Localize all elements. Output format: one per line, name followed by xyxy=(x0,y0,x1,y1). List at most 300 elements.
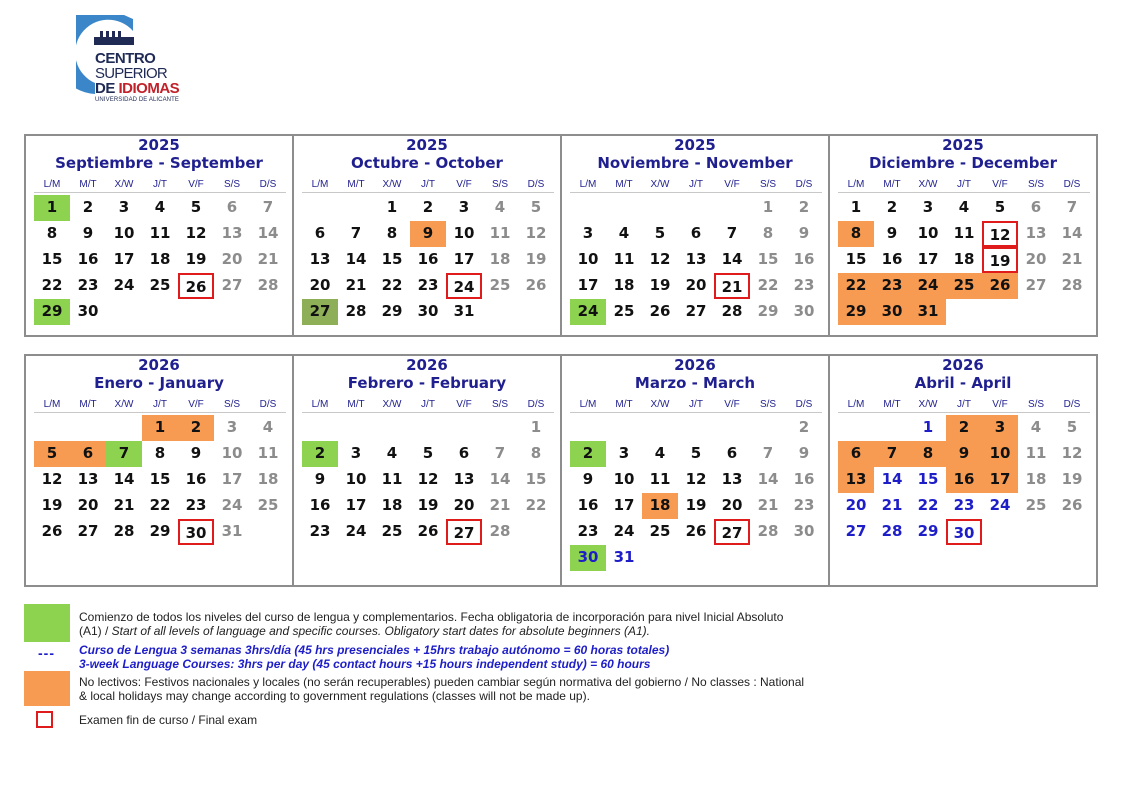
day-cell xyxy=(482,299,518,325)
day-cell: 11 xyxy=(381,470,403,488)
weekday-label: M/T xyxy=(615,179,633,190)
day-cell: 3 xyxy=(618,444,630,462)
day-cell: 24 xyxy=(113,276,135,294)
day-cell: 23 xyxy=(417,276,439,294)
day-cell: 7 xyxy=(262,198,274,216)
logo-text xyxy=(95,51,179,104)
day-cell: 9 xyxy=(410,221,446,247)
month-title: Marzo - March xyxy=(634,374,756,392)
day-cell: 25 xyxy=(1025,496,1047,514)
month-february xyxy=(294,356,562,585)
weekday-label: L/M xyxy=(43,179,61,190)
day-cell: 15 xyxy=(525,470,547,488)
month-year: 2026 xyxy=(942,356,984,374)
month-october xyxy=(294,136,562,335)
day-cell: 9 xyxy=(798,444,810,462)
day-cell: 13 xyxy=(221,224,243,242)
day-cell: 23 xyxy=(793,276,815,294)
day-cell: 8 xyxy=(762,224,774,242)
day-cell: 27 xyxy=(77,522,99,540)
week-row xyxy=(838,441,1090,467)
day-cell: 5 xyxy=(530,198,542,216)
day-cell: 10 xyxy=(917,224,939,242)
day-cell: 5 xyxy=(422,444,434,462)
month-november xyxy=(562,136,830,335)
day-cell xyxy=(178,299,214,325)
day-cell: 11 xyxy=(1025,444,1047,462)
day-cell: 4 xyxy=(494,198,506,216)
day-cell: 9 xyxy=(582,470,594,488)
day-cell: 16 xyxy=(946,467,982,493)
day-cell: 28 xyxy=(489,522,511,540)
day-cell: 30 xyxy=(793,302,815,320)
logo-line-3: DE IDIOMAS xyxy=(95,80,180,97)
month-year: 2025 xyxy=(138,136,180,154)
weekday-label: V/F xyxy=(456,399,472,410)
day-cell: 26 xyxy=(1061,496,1083,514)
day-cell: 7 xyxy=(762,444,774,462)
day-cell: 13 xyxy=(77,470,99,488)
day-cell: 18 xyxy=(953,250,975,268)
month-year: 2025 xyxy=(674,136,716,154)
day-cell: 12 xyxy=(1061,444,1083,462)
legend-exam-swatch xyxy=(36,711,53,728)
day-cell xyxy=(1018,519,1054,545)
day-cell: 11 xyxy=(149,224,171,242)
weekday-label: D/S xyxy=(259,179,277,190)
day-cell: 27 xyxy=(446,519,482,545)
day-cell: 24 xyxy=(345,522,367,540)
weekday-label: X/W xyxy=(918,179,938,190)
day-cell: 3 xyxy=(582,224,594,242)
week-row xyxy=(302,195,554,221)
day-grid xyxy=(302,415,554,545)
day-cell: 23 xyxy=(793,496,815,514)
day-cell: 8 xyxy=(46,224,58,242)
day-cell xyxy=(786,545,822,571)
week-row xyxy=(838,273,1090,299)
day-cell: 1 xyxy=(386,198,398,216)
day-cell xyxy=(1054,299,1090,325)
day-cell: 14 xyxy=(489,470,511,488)
day-cell: 14 xyxy=(345,250,367,268)
day-cell: 30 xyxy=(793,522,815,540)
week-row xyxy=(570,299,822,325)
week-row xyxy=(838,519,1090,545)
day-cell xyxy=(982,299,1018,325)
day-cell: 4 xyxy=(958,198,970,216)
day-cell xyxy=(518,299,554,325)
day-cell: 27 xyxy=(685,302,707,320)
day-cell: 31 xyxy=(453,302,475,320)
week-row xyxy=(34,519,286,545)
day-cell: 19 xyxy=(41,496,63,514)
day-cell: 5 xyxy=(190,198,202,216)
day-cell: 31 xyxy=(221,522,243,540)
week-row xyxy=(570,247,822,273)
day-cell: 1 xyxy=(142,415,178,441)
weekday-label: D/S xyxy=(259,399,277,410)
day-cell: 1 xyxy=(530,418,542,436)
day-cell xyxy=(446,415,482,441)
day-cell: 19 xyxy=(185,250,207,268)
day-cell: 26 xyxy=(982,273,1018,299)
day-cell xyxy=(570,415,606,441)
day-cell: 9 xyxy=(946,441,982,467)
day-cell: 3 xyxy=(226,418,238,436)
day-cell: 31 xyxy=(910,299,946,325)
day-cell: 29 xyxy=(838,299,874,325)
day-cell: 29 xyxy=(381,302,403,320)
day-cell: 12 xyxy=(417,470,439,488)
day-cell: 25 xyxy=(489,276,511,294)
week-row xyxy=(34,493,286,519)
weekday-label: D/S xyxy=(795,179,813,190)
day-cell: 9 xyxy=(798,224,810,242)
day-cell: 3 xyxy=(922,198,934,216)
day-cell: 10 xyxy=(113,224,135,242)
weekday-label: J/T xyxy=(689,179,703,190)
day-cell: 8 xyxy=(910,441,946,467)
day-cell: 28 xyxy=(757,522,779,540)
week-row xyxy=(838,247,1090,273)
day-cell: 16 xyxy=(793,250,815,268)
day-cell xyxy=(678,415,714,441)
day-cell xyxy=(1054,519,1090,545)
day-cell: 12 xyxy=(41,470,63,488)
week-row xyxy=(570,221,822,247)
day-cell: 11 xyxy=(649,470,671,488)
day-cell xyxy=(338,195,374,221)
day-cell: 1 xyxy=(922,418,934,436)
day-cell xyxy=(338,415,374,441)
week-row xyxy=(570,441,822,467)
day-cell: 11 xyxy=(953,224,975,242)
day-cell: 5 xyxy=(994,198,1006,216)
day-cell: 14 xyxy=(257,224,279,242)
day-cell: 31 xyxy=(613,548,635,566)
weekday-label: M/T xyxy=(79,179,97,190)
day-grid xyxy=(302,195,554,325)
day-cell: 14 xyxy=(721,250,743,268)
day-cell xyxy=(250,519,286,545)
weekday-label: J/T xyxy=(421,399,435,410)
weekday-label: D/S xyxy=(527,399,545,410)
day-cell: 7 xyxy=(726,224,738,242)
day-cell: 24 xyxy=(613,522,635,540)
day-cell xyxy=(606,415,642,441)
day-cell: 12 xyxy=(185,224,207,242)
day-cell: 22 xyxy=(757,276,779,294)
weekday-label: M/T xyxy=(347,399,365,410)
month-title: Diciembre - December xyxy=(868,154,1058,172)
week-row xyxy=(34,195,286,221)
weekday-label: X/W xyxy=(382,399,402,410)
weekday-label: V/F xyxy=(724,179,740,190)
legend-orange-swatch xyxy=(24,671,70,706)
weekday-label: L/M xyxy=(579,399,597,410)
day-cell xyxy=(642,545,678,571)
day-cell xyxy=(642,415,678,441)
day-cell: 24 xyxy=(446,273,482,299)
day-cell: 7 xyxy=(494,444,506,462)
day-cell: 6 xyxy=(726,444,738,462)
day-cell: 4 xyxy=(262,418,274,436)
day-cell: 20 xyxy=(685,276,707,294)
week-row xyxy=(838,467,1090,493)
calendar-band-2026 xyxy=(24,354,1098,587)
weekday-label: M/T xyxy=(883,399,901,410)
day-cell: 8 xyxy=(154,444,166,462)
weekday-label: X/W xyxy=(114,179,134,190)
day-cell: 14 xyxy=(113,470,135,488)
day-cell: 4 xyxy=(654,444,666,462)
weekday-label: V/F xyxy=(188,399,204,410)
day-cell: 14 xyxy=(881,470,903,488)
day-cell: 6 xyxy=(314,224,326,242)
day-cell: 8 xyxy=(530,444,542,462)
day-cell: 2 xyxy=(946,415,982,441)
day-cell: 22 xyxy=(149,496,171,514)
week-row xyxy=(302,467,554,493)
day-cell: 25 xyxy=(613,302,635,320)
month-title: Septiembre - September xyxy=(55,154,263,172)
day-cell: 2 xyxy=(82,198,94,216)
day-cell: 16 xyxy=(577,496,599,514)
day-cell xyxy=(70,415,106,441)
day-cell: 3 xyxy=(982,415,1018,441)
day-cell: 27 xyxy=(714,519,750,545)
week-row xyxy=(34,441,286,467)
day-cell xyxy=(714,195,750,221)
day-cell: 20 xyxy=(721,496,743,514)
day-cell: 20 xyxy=(309,276,331,294)
day-cell xyxy=(570,195,606,221)
weekday-header xyxy=(838,178,1090,193)
day-cell: 3 xyxy=(118,198,130,216)
week-row xyxy=(570,467,822,493)
day-cell: 12 xyxy=(525,224,547,242)
week-row xyxy=(34,467,286,493)
day-cell xyxy=(518,519,554,545)
day-cell: 30 xyxy=(417,302,439,320)
day-cell xyxy=(302,195,338,221)
day-cell: 15 xyxy=(757,250,779,268)
day-cell: 17 xyxy=(982,467,1018,493)
legend-exam-text: Examen fin de curso / Final exam xyxy=(79,713,258,727)
logo-line-4: UNIVERSIDAD DE ALICANTE xyxy=(95,97,179,103)
day-cell xyxy=(838,415,874,441)
day-cell: 28 xyxy=(1061,276,1083,294)
month-april xyxy=(830,356,1096,585)
day-cell xyxy=(750,545,786,571)
logo-line-2: SUPERIOR xyxy=(95,65,167,82)
weekday-label: S/S xyxy=(1027,179,1045,190)
day-cell: 9 xyxy=(314,470,326,488)
day-cell: 7 xyxy=(350,224,362,242)
day-cell: 11 xyxy=(257,444,279,462)
day-cell: 22 xyxy=(838,273,874,299)
week-row xyxy=(570,545,822,571)
weekday-label: V/F xyxy=(724,399,740,410)
day-cell xyxy=(302,415,338,441)
day-cell: 19 xyxy=(417,496,439,514)
day-cell: 10 xyxy=(453,224,475,242)
weekday-label: S/S xyxy=(223,179,241,190)
day-cell: 30 xyxy=(570,545,606,571)
day-cell: 26 xyxy=(178,273,214,299)
day-cell: 27 xyxy=(302,299,338,325)
weekday-header xyxy=(838,398,1090,413)
day-cell xyxy=(214,299,250,325)
day-cell: 15 xyxy=(149,470,171,488)
day-cell: 5 xyxy=(34,441,70,467)
day-cell: 16 xyxy=(881,250,903,268)
month-march xyxy=(562,356,830,585)
day-cell: 17 xyxy=(221,470,243,488)
weekday-label: J/T xyxy=(153,179,167,190)
day-cell: 10 xyxy=(345,470,367,488)
day-cell: 16 xyxy=(185,470,207,488)
day-cell: 8 xyxy=(838,221,874,247)
day-cell: 22 xyxy=(381,276,403,294)
day-cell: 21 xyxy=(113,496,135,514)
day-cell: 22 xyxy=(917,496,939,514)
weekday-label: X/W xyxy=(650,399,670,410)
day-cell: 2 xyxy=(178,415,214,441)
weekday-label: V/F xyxy=(188,179,204,190)
day-cell: 9 xyxy=(886,224,898,242)
day-cell: 24 xyxy=(989,496,1011,514)
day-cell: 18 xyxy=(149,250,171,268)
day-cell: 25 xyxy=(381,522,403,540)
week-row xyxy=(838,195,1090,221)
day-cell: 27 xyxy=(845,522,867,540)
week-row xyxy=(34,247,286,273)
week-row xyxy=(34,221,286,247)
day-cell: 25 xyxy=(946,273,982,299)
day-cell: 18 xyxy=(642,493,678,519)
day-cell: 20 xyxy=(845,496,867,514)
day-cell: 29 xyxy=(34,299,70,325)
day-cell: 20 xyxy=(77,496,99,514)
month-title: Febrero - February xyxy=(347,374,507,392)
day-grid xyxy=(838,415,1090,545)
day-cell: 2 xyxy=(422,198,434,216)
day-cell: 10 xyxy=(577,250,599,268)
weekday-label: M/T xyxy=(347,179,365,190)
day-cell: 6 xyxy=(690,224,702,242)
day-cell xyxy=(1018,299,1054,325)
day-cell: 5 xyxy=(654,224,666,242)
calendar-band-2025 xyxy=(24,134,1098,337)
legend-orange-text: No lectivos: Festivos nacionales y locales (no serán recuperables) pueden cambiar según normativa del gobierno / No classes : National & local holidays may change according to government regulations (classes will not be made up). xyxy=(79,675,805,703)
day-cell: 11 xyxy=(489,224,511,242)
month-december xyxy=(830,136,1096,335)
day-cell: 30 xyxy=(946,519,982,545)
day-cell: 21 xyxy=(489,496,511,514)
weekday-label: M/T xyxy=(79,399,97,410)
day-cell: 10 xyxy=(982,441,1018,467)
day-cell xyxy=(750,415,786,441)
legend-green-text: Comienzo de todos los niveles del curso de lengua y complementarios. Fecha obligatoria de incorporación para nivel Inicial Absoluto (A1) / Start of all levels of language and specific courses. Obligatory start dates for absolute beginners (A1). xyxy=(79,610,784,638)
day-cell: 25 xyxy=(257,496,279,514)
day-cell: 1 xyxy=(34,195,70,221)
week-row xyxy=(302,493,554,519)
day-cell: 27 xyxy=(1025,276,1047,294)
day-cell: 4 xyxy=(386,444,398,462)
week-row xyxy=(570,415,822,441)
week-row xyxy=(34,299,286,325)
day-grid xyxy=(838,195,1090,325)
day-cell: 28 xyxy=(721,302,743,320)
day-cell xyxy=(106,299,142,325)
day-cell: 26 xyxy=(41,522,63,540)
day-cell: 28 xyxy=(345,302,367,320)
day-cell xyxy=(606,195,642,221)
weekday-label: S/S xyxy=(1027,399,1045,410)
week-row xyxy=(838,493,1090,519)
day-cell xyxy=(642,195,678,221)
weekday-label: S/S xyxy=(223,399,241,410)
day-cell: 26 xyxy=(649,302,671,320)
day-cell: 10 xyxy=(221,444,243,462)
day-grid xyxy=(570,415,822,571)
weekday-header xyxy=(302,398,554,413)
day-cell: 19 xyxy=(525,250,547,268)
weekday-label: L/M xyxy=(847,399,865,410)
day-cell: 15 xyxy=(917,470,939,488)
day-cell: 18 xyxy=(257,470,279,488)
weekday-label: D/S xyxy=(527,179,545,190)
weekday-label: D/S xyxy=(795,399,813,410)
day-cell: 1 xyxy=(850,198,862,216)
weekday-header xyxy=(570,398,822,413)
weekday-label: M/T xyxy=(883,179,901,190)
day-cell: 14 xyxy=(757,470,779,488)
week-row xyxy=(838,299,1090,325)
day-cell: 15 xyxy=(381,250,403,268)
day-cell: 21 xyxy=(714,273,750,299)
weekday-label: J/T xyxy=(957,179,971,190)
day-cell: 25 xyxy=(149,276,171,294)
week-row xyxy=(34,273,286,299)
day-cell: 6 xyxy=(226,198,238,216)
day-cell xyxy=(714,415,750,441)
day-cell: 13 xyxy=(685,250,707,268)
day-cell: 28 xyxy=(881,522,903,540)
day-cell: 29 xyxy=(149,522,171,540)
day-cell: 18 xyxy=(381,496,403,514)
weekday-label: V/F xyxy=(992,179,1008,190)
day-grid xyxy=(570,195,822,325)
month-year: 2025 xyxy=(406,136,448,154)
weekday-label: J/T xyxy=(689,399,703,410)
day-cell: 30 xyxy=(178,519,214,545)
week-row xyxy=(302,299,554,325)
day-cell: 7 xyxy=(106,441,142,467)
day-cell xyxy=(250,299,286,325)
day-cell xyxy=(946,299,982,325)
day-cell: 5 xyxy=(1066,418,1078,436)
weekday-header xyxy=(34,178,286,193)
day-cell: 17 xyxy=(613,496,635,514)
day-cell: 4 xyxy=(154,198,166,216)
weekday-label: L/M xyxy=(311,179,329,190)
month-title: Octubre - October xyxy=(351,154,503,172)
day-grid xyxy=(34,195,286,325)
day-cell: 6 xyxy=(70,441,106,467)
